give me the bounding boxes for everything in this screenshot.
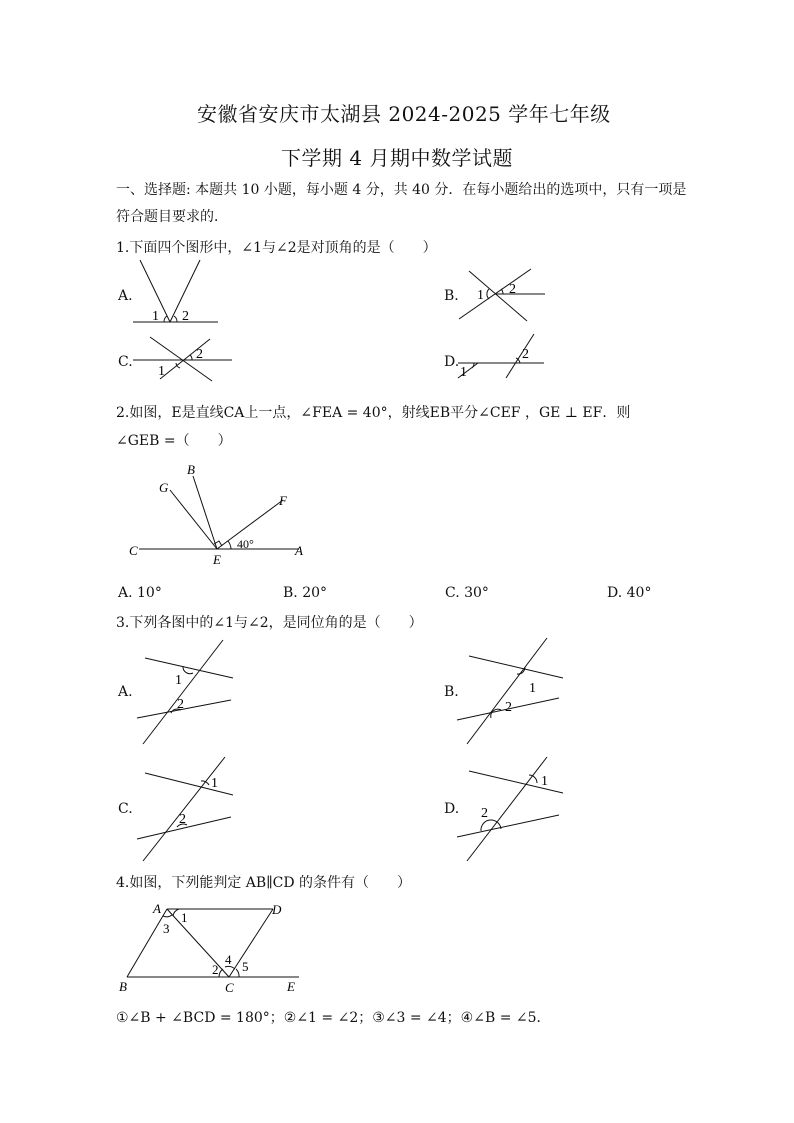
q1d-label-1: 1 [460, 365, 467, 380]
q2-figure [125, 460, 315, 570]
q2-point-c: C [129, 543, 138, 558]
q4-label-2: 2 [212, 962, 219, 977]
q4-conditions: ①∠B + ∠BCD = 180°；②∠1 = ∠2；③∠3 = ∠4；④∠B = ∠5． [116, 1010, 551, 1026]
q4-point-c: C [225, 980, 234, 995]
q1-figure-b [455, 265, 550, 325]
q4-label-1: 1 [181, 910, 188, 925]
q1-figure-d [456, 330, 551, 382]
q2-point-b: B [187, 462, 195, 477]
q2-point-g: G [159, 480, 169, 495]
q2-point-a: A [295, 543, 303, 558]
q3-figure-b [455, 636, 570, 748]
q3b-label-1: 1 [529, 681, 536, 696]
q3a-label-1: 1 [175, 673, 182, 688]
q4-point-e: E [287, 979, 295, 994]
q1-option-a-label: A. [118, 288, 133, 304]
q1-option-c-label: C. [118, 354, 133, 370]
q3a-label-2: 2 [177, 697, 184, 712]
q2-stem-line-1: 2.如图，E是直线CA上一点，∠FEA = 40°，射线EB平分∠CEF ，GE ⊥ EF．则 [116, 405, 631, 421]
q3-option-b-label: B. [444, 684, 459, 700]
q1-figure-a [130, 258, 220, 328]
q3-stem: 3.下列各图中的∠1与∠2，是同位角的是（ ） [116, 615, 423, 631]
section-instructions-line-2: 符合题目要求的． [116, 209, 228, 225]
q1c-label-1: 1 [158, 364, 165, 379]
q3c-label-1: 1 [211, 776, 218, 791]
q4-label-3: 3 [163, 921, 170, 936]
q1a-label-2: 2 [182, 309, 189, 324]
q4-stem: 4.如图，下列能判定 AB∥CD 的条件有（ ） [116, 875, 412, 891]
q4-label-4: 4 [225, 952, 232, 967]
q3-figure-d [455, 755, 570, 865]
title-line-2: 下学期 4 月期中数学试题 [281, 146, 513, 170]
q1-option-d-label: D. [444, 354, 460, 370]
q2-angle-label: 40° [237, 537, 254, 551]
q3c-label-2: 2 [179, 812, 186, 827]
q1-option-b-label: B. [444, 288, 459, 304]
q1a-label-1: 1 [152, 309, 159, 324]
q3d-label-1: 1 [541, 774, 548, 789]
q4-figure [115, 897, 310, 997]
q3-figure-c [135, 755, 240, 865]
q2-option-c: C. 30° [445, 585, 489, 601]
q1d-label-2: 2 [522, 347, 529, 362]
q2-option-b: B. 20° [283, 585, 328, 601]
q1c-label-2: 2 [196, 347, 203, 362]
title-line-1: 安徽省安庆市太湖县 2024-2025 学年七年级 [197, 102, 611, 126]
q3b-label-2: 2 [505, 700, 512, 715]
q1b-label-1: 1 [477, 288, 484, 303]
q2-option-a: A. 10° [118, 585, 162, 601]
q2-stem-line-2: ∠GEB =（ ） [116, 433, 232, 449]
q4-point-b: B [119, 979, 127, 994]
q1b-label-2: 2 [509, 282, 516, 297]
q3-option-c-label: C. [118, 801, 133, 817]
q3-option-d-label: D. [444, 801, 460, 817]
q4-point-d: D [272, 902, 282, 917]
q1-figure-c [130, 333, 235, 383]
q4-point-a: A [153, 901, 161, 916]
q3-option-a-label: A. [118, 684, 133, 700]
q4-label-5: 5 [242, 959, 249, 974]
q1-stem: 1.下面四个图形中，∠1与∠2是对顶角的是（ ） [116, 240, 437, 256]
q3d-label-2: 2 [481, 806, 488, 821]
q2-point-e: E [213, 552, 221, 567]
q2-point-f: F [279, 493, 287, 508]
section-instructions-line-1: 一、选择题: 本题共 10 小题，每小题 4 分，共 40 分．在每小题给出的选项中，只有一项是 [116, 182, 687, 198]
q3-figure-a [135, 638, 240, 748]
q2-option-d: D. 40° [607, 585, 652, 601]
